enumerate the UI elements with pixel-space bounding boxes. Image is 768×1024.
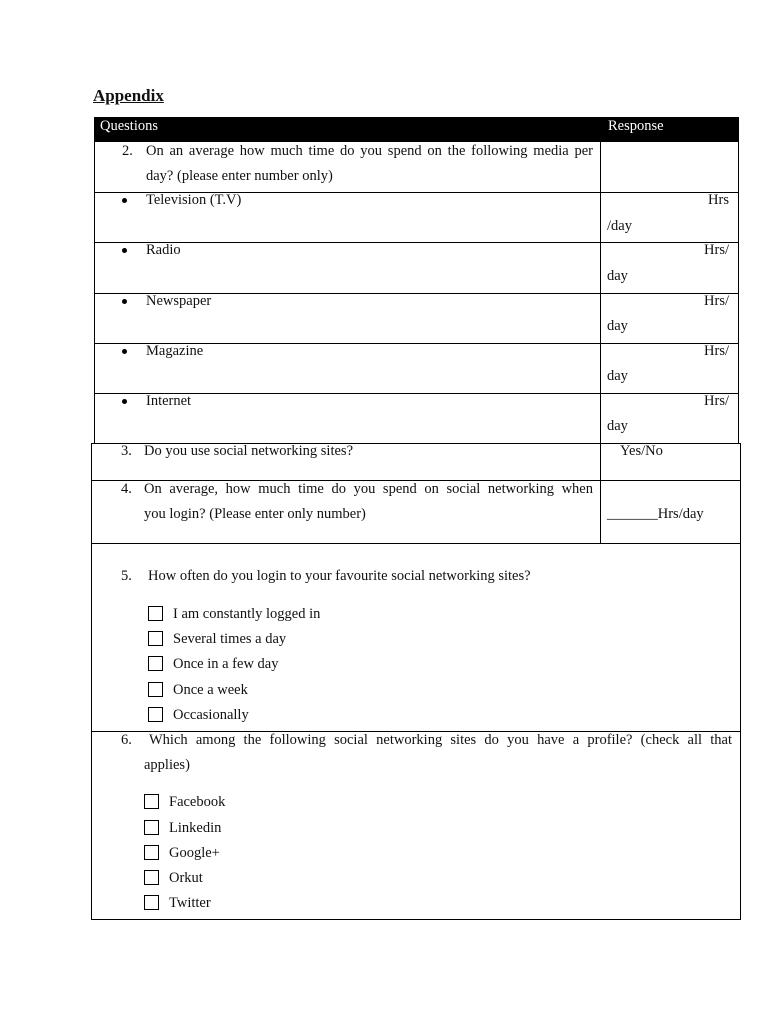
checkbox[interactable] [144, 794, 159, 809]
checkbox[interactable] [148, 631, 163, 646]
q5-option-label: Once a week [173, 682, 248, 698]
q2-text-line1: On an average how much time do you spend on the following media per [146, 143, 593, 159]
q5-option-label: Occasionally [173, 707, 249, 723]
q5-option-label: Several times a day [173, 631, 287, 647]
q6-option-label: Linkedin [169, 820, 222, 836]
response-hrs-newspaper: Hrs/ [704, 293, 729, 309]
checkbox[interactable] [144, 895, 159, 910]
q5-option-label: I am constantly logged in [173, 606, 321, 622]
q3-number: 3. [121, 443, 132, 459]
checkbox[interactable] [144, 870, 159, 885]
media-label-magazine: Magazine [146, 343, 204, 359]
q6-option-label: Google+ [169, 845, 220, 861]
media-label-newspaper: Newspaper [146, 293, 212, 309]
checkbox[interactable] [148, 682, 163, 697]
bullet-icon [122, 399, 127, 404]
bullet-icon [122, 349, 127, 354]
checkbox[interactable] [144, 845, 159, 860]
bullet-icon [122, 198, 127, 203]
bullet-icon [122, 248, 127, 253]
questions-column-header: Questions [100, 118, 158, 134]
q2-number: 2. [122, 143, 133, 159]
response-hrs-magazine: Hrs/ [704, 343, 729, 359]
q6-option-label: Orkut [169, 870, 203, 886]
q6-text-line2: applies) [144, 757, 190, 773]
media-label-radio: Radio [146, 242, 181, 258]
table-border-left-lower [91, 443, 92, 920]
q5-option-label: Once in a few day [173, 656, 279, 672]
table-border-right-lower [740, 443, 741, 920]
q5-text: How often do you login to your favourite social networking sites? [148, 568, 531, 584]
q6-text-line1: Which among the following social networking sites do you have a profile? (check all that [149, 732, 732, 748]
q4-text-line1: On average, how much time do you spend on social networking when [144, 481, 593, 497]
response-day-radio: day [607, 268, 628, 284]
q3-response: Yes/No [620, 443, 663, 459]
response-hrs-radio: Hrs/ [704, 242, 729, 258]
response-day-internet: day [607, 418, 628, 434]
media-label-internet: Internet [146, 393, 192, 409]
checkbox[interactable] [144, 820, 159, 835]
checkbox[interactable] [148, 656, 163, 671]
table-border-bottom [91, 919, 741, 920]
media-label-television: Television (T.V) [146, 192, 242, 208]
response-day-newspaper: day [607, 318, 628, 334]
q2-text-line2: day? (please enter number only) [146, 168, 333, 184]
response-hrs-television: Hrs [708, 192, 729, 208]
response-day-television: /day [607, 218, 632, 234]
q4-number: 4. [121, 481, 132, 497]
response-column-header: Response [608, 118, 664, 134]
q5-number: 5. [121, 568, 132, 584]
q6-option-label: Twitter [169, 895, 211, 911]
response-hrs-internet: Hrs/ [704, 393, 729, 409]
response-day-magazine: day [607, 368, 628, 384]
bullet-icon [122, 299, 127, 304]
q4-response: _______Hrs/day [607, 506, 704, 522]
q3-text: Do you use social networking sites? [144, 443, 354, 459]
q6-number: 6. [121, 732, 132, 748]
q6-option-label: Facebook [169, 794, 226, 810]
appendix-heading: Appendix [93, 86, 164, 105]
checkbox[interactable] [148, 606, 163, 621]
row-divider [91, 543, 741, 544]
row-divider [94, 242, 739, 243]
q4-text-line2: you login? (Please enter only number) [144, 506, 366, 522]
checkbox[interactable] [148, 707, 163, 722]
